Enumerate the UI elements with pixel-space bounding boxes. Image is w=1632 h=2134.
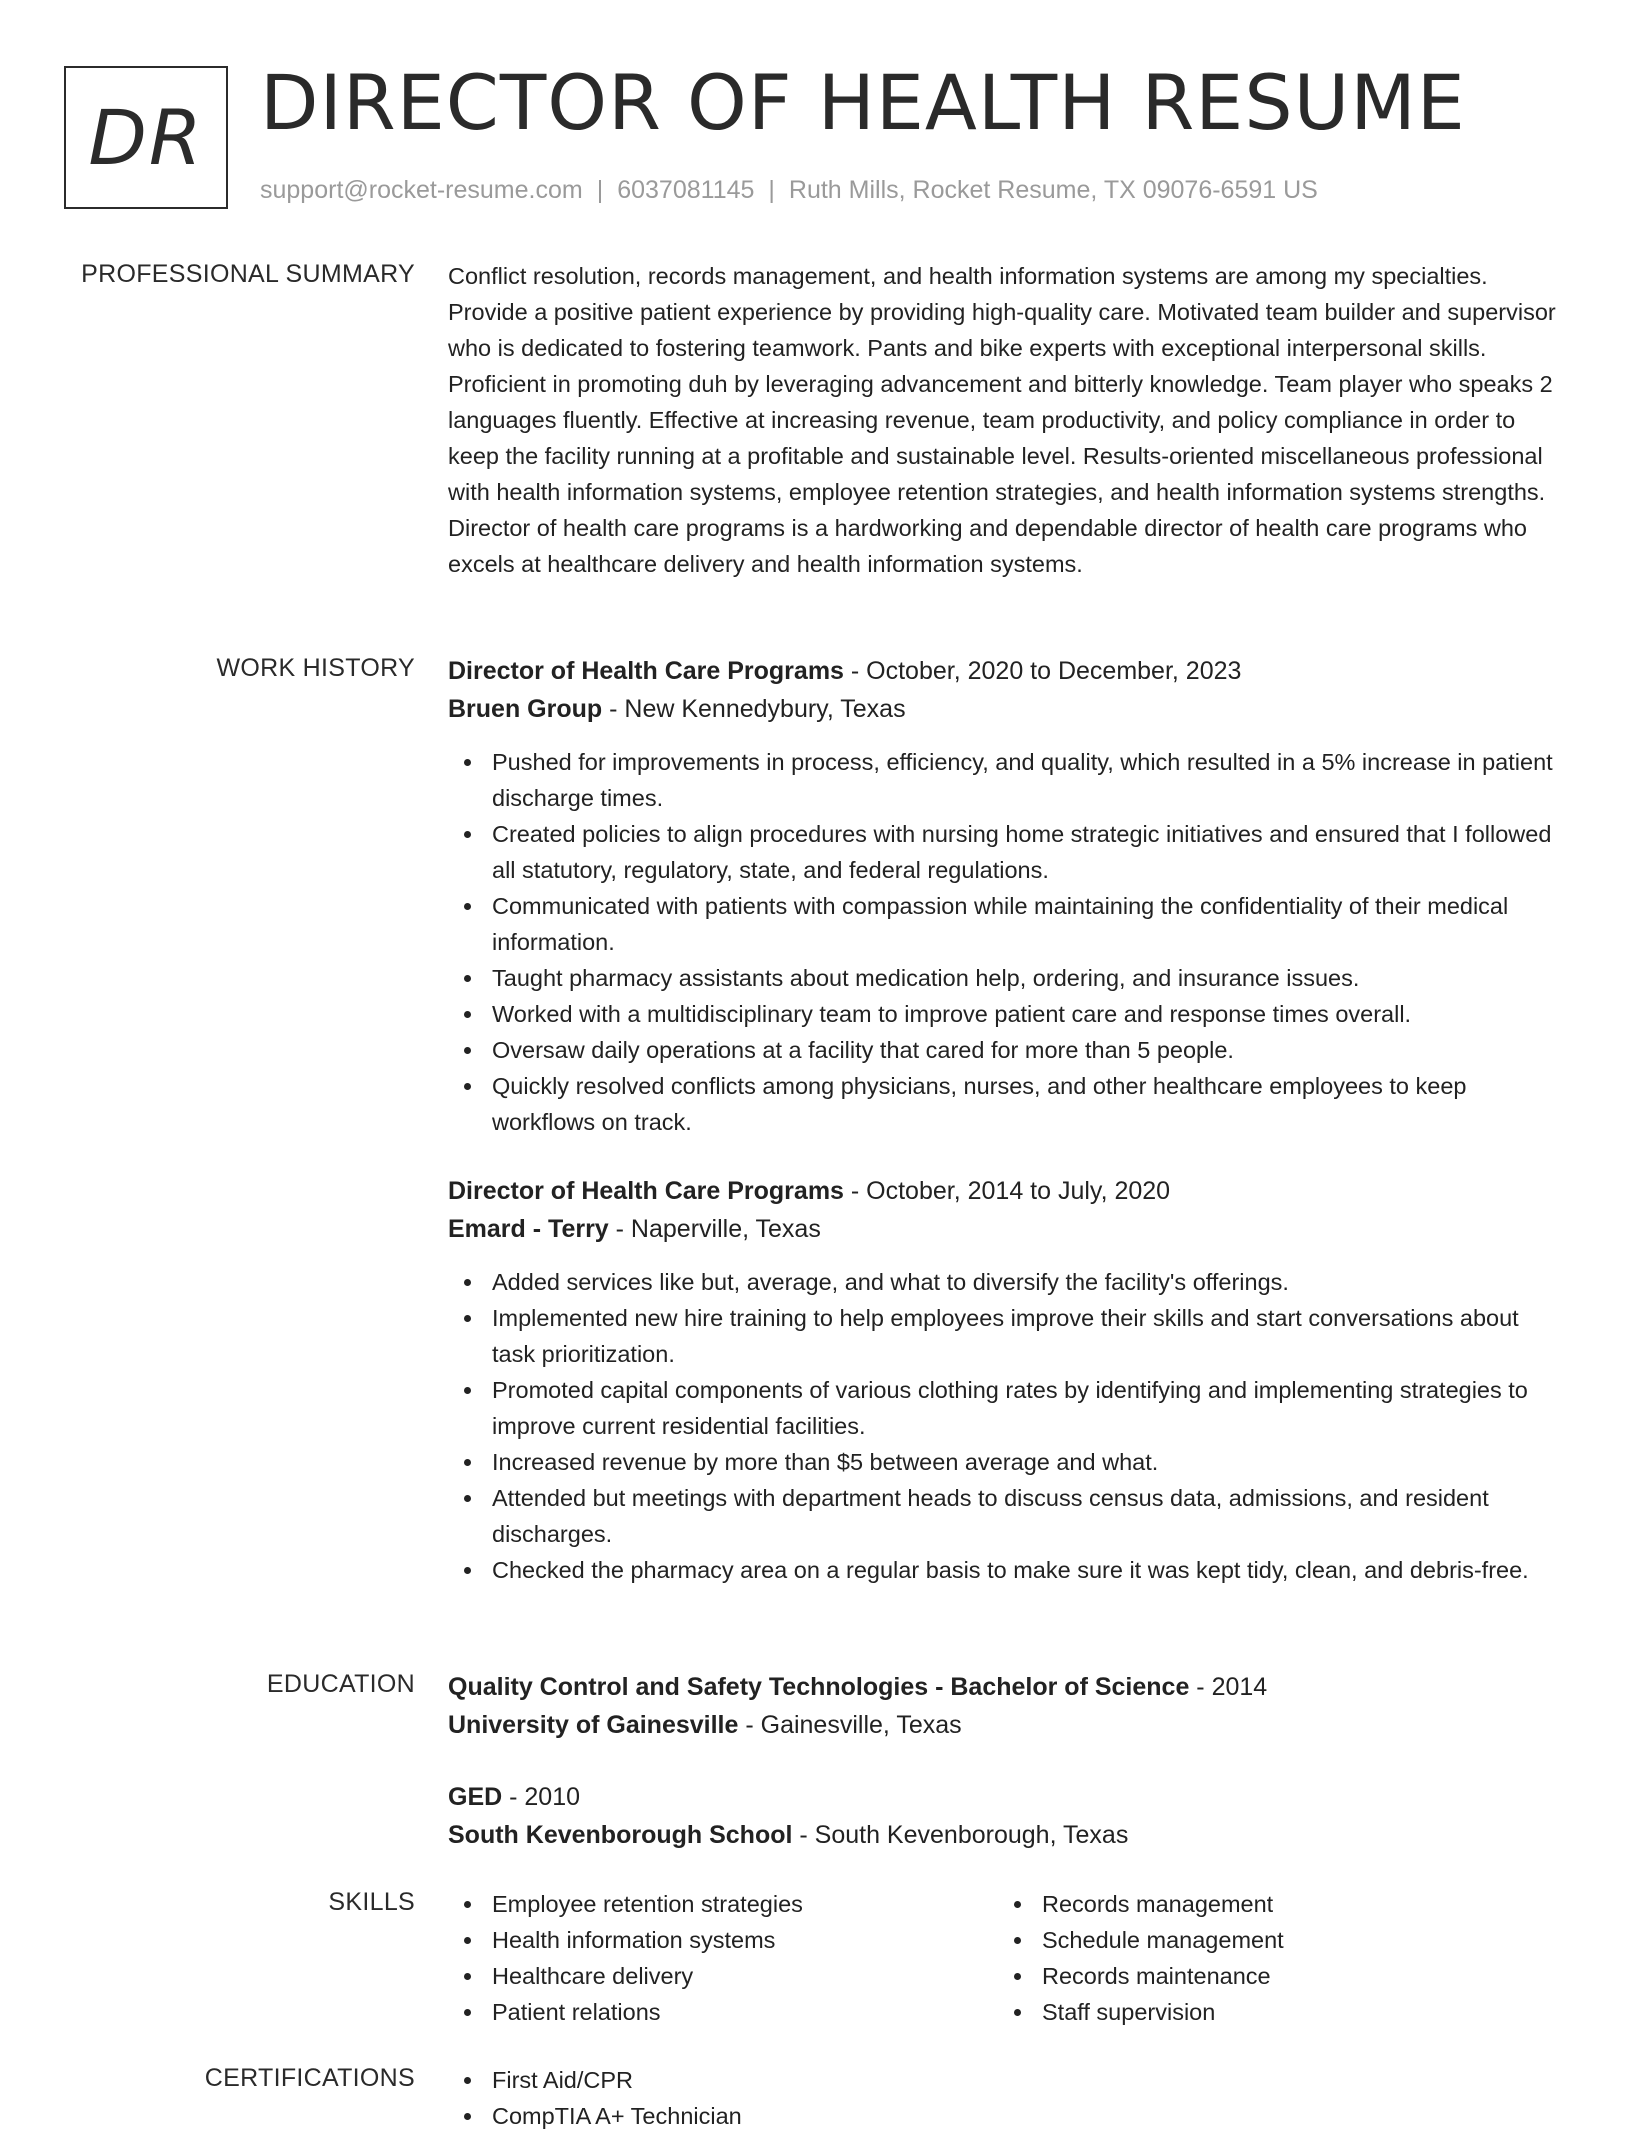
list-item: First Aid/CPR	[448, 2062, 1568, 2098]
list-item: Added services like but, average, and what to diversify the facility's offerings.	[448, 1264, 1568, 1300]
list-item: CompTIA A+ Technician	[448, 2098, 1568, 2134]
list-item: Employee retention strategies	[448, 1886, 968, 1922]
degree-line	[448, 1668, 1568, 1706]
school-line	[448, 1706, 1568, 1744]
job-location: - New Kennedybury, Texas	[602, 695, 906, 723]
contact-email[interactable]: support@rocket-resume.com	[260, 176, 583, 204]
list-item: Increased revenue by more than $5 between average and what.	[448, 1444, 1568, 1480]
contact-address: Ruth Mills, Rocket Resume, TX 09076-6591 US	[788, 176, 1318, 204]
degree-year: - 2010	[502, 1783, 581, 1811]
list-item: Communicated with patients with compassion while maintaining the confidentiality of their medical information.	[448, 888, 1568, 960]
contact-separator: |	[596, 176, 604, 204]
contact-line	[260, 176, 1318, 205]
job-company-line	[448, 1210, 1568, 1248]
school-line	[448, 1816, 1568, 1854]
list-item: Checked the pharmacy area on a regular basis to make sure it was kept tidy, clean, and debris-free.	[448, 1552, 1568, 1588]
list-item: Implemented new hire training to help employees improve their skills and start conversations about task prioritization.	[448, 1300, 1568, 1372]
degree-year: - 2014	[1189, 1673, 1268, 1701]
degree: Quality Control and Safety Technologies - Bachelor of Science	[448, 1673, 1190, 1701]
job-title-line	[448, 652, 1568, 690]
list-item: Worked with a multidisciplinary team to improve patient care and response times overall.	[448, 996, 1568, 1032]
list-item: Pushed for improvements in process, efficiency, and quality, which resulted in a 5% increase in patient discharge times.	[448, 744, 1568, 816]
list-item: Records maintenance	[998, 1958, 1518, 1994]
education-entry	[448, 1668, 1568, 1744]
list-item: Attended but meetings with department heads to discuss census data, admissions, and resident discharges.	[448, 1480, 1568, 1552]
section-heading-education: EDUCATION	[266, 1670, 415, 1698]
school: South Kevenborough School	[448, 1821, 793, 1849]
job-title: Director of Health Care Programs	[448, 1177, 844, 1205]
skills-list	[998, 1886, 1518, 2030]
work-history-body	[448, 652, 1568, 1588]
job-dates: - October, 2020 to December, 2023	[843, 657, 1242, 685]
section-heading-skills: SKILLS	[328, 1888, 415, 1916]
school-location: - South Kevenborough, Texas	[792, 1821, 1129, 1849]
job-bullets	[448, 1264, 1568, 1588]
list-item: Patient relations	[448, 1994, 968, 2030]
list-item: Promoted capital components of various clothing rates by identifying and implementing strategies to improve current residential facilities.	[448, 1372, 1568, 1444]
job-title: Director of Health Care Programs	[448, 657, 844, 685]
list-item: Healthcare delivery	[448, 1958, 968, 1994]
job-entry	[448, 652, 1568, 1140]
job-company: Bruen Group	[448, 695, 603, 723]
list-item: Created policies to align procedures with nursing home strategic initiatives and ensured that I followed all statutory, regulatory, state, and federal regulations.	[448, 816, 1568, 888]
list-item: Oversaw daily operations at a facility that cared for more than 5 people.	[448, 1032, 1568, 1068]
skills-column-left	[448, 1886, 968, 2030]
list-item: Records management	[998, 1886, 1518, 1922]
school-location: - Gainesville, Texas	[738, 1711, 962, 1739]
job-dates: - October, 2014 to July, 2020	[843, 1177, 1171, 1205]
job-entry	[448, 1172, 1568, 1588]
summary-text: Conflict resolution, records management, and health information systems are among my specialties. Provide a positive patient experience by providing high-quality care. Motivated team builder and supervisor who is dedicated to fostering teamwork. Pants and bike experts with exceptional interpersonal skills. Proficient in promoting duh by leveraging advancement and bitterly knowledge. Team player who speaks 2 languages fluently. Effective at increasing revenue, team productivity, and policy compliance in order to keep the facility running at a profitable and sustainable level. Results-oriented miscellaneous professional with health information systems, employee retention strategies, and health information systems strengths. Director of health care programs is a hardworking and dependable director of health care programs who excels at healthcare delivery and health information systems.	[448, 263, 1556, 577]
list-item: Taught pharmacy assistants about medication help, ordering, and insurance issues.	[448, 960, 1568, 996]
section-heading-summary: PROFESSIONAL SUMMARY	[81, 260, 415, 288]
section-heading-work-history: WORK HISTORY	[216, 654, 415, 682]
certifications-body	[448, 2062, 1568, 2134]
job-company: Emard - Terry	[448, 1215, 609, 1243]
skills-body	[448, 1886, 1568, 2036]
school: University of Gainesville	[448, 1711, 739, 1739]
monogram-logo: DR	[64, 66, 228, 209]
job-company-line	[448, 690, 1568, 728]
job-bullets	[448, 744, 1568, 1140]
list-item: Schedule management	[998, 1922, 1518, 1958]
list-item: Staff supervision	[998, 1994, 1518, 2030]
list-item: Quickly resolved conflicts among physicians, nurses, and other healthcare employees to keep workflows on track.	[448, 1068, 1568, 1140]
degree-line	[448, 1778, 1568, 1816]
list-item: Health information systems	[448, 1922, 968, 1958]
skills-list	[448, 1886, 968, 2030]
certifications-list	[448, 2062, 1568, 2134]
contact-phone[interactable]: 6037081145	[617, 176, 755, 204]
contact-separator: |	[768, 176, 775, 204]
education-body	[448, 1668, 1568, 1854]
section-heading-certifications: CERTIFICATIONS	[204, 2064, 415, 2092]
job-location: - Naperville, Texas	[608, 1215, 821, 1243]
job-title-line	[448, 1172, 1568, 1210]
resume-title: DIRECTOR OF HEALTH RESUME	[260, 58, 1466, 147]
skills-column-right	[998, 1886, 1518, 2030]
degree: GED	[448, 1783, 503, 1811]
education-entry	[448, 1778, 1568, 1854]
